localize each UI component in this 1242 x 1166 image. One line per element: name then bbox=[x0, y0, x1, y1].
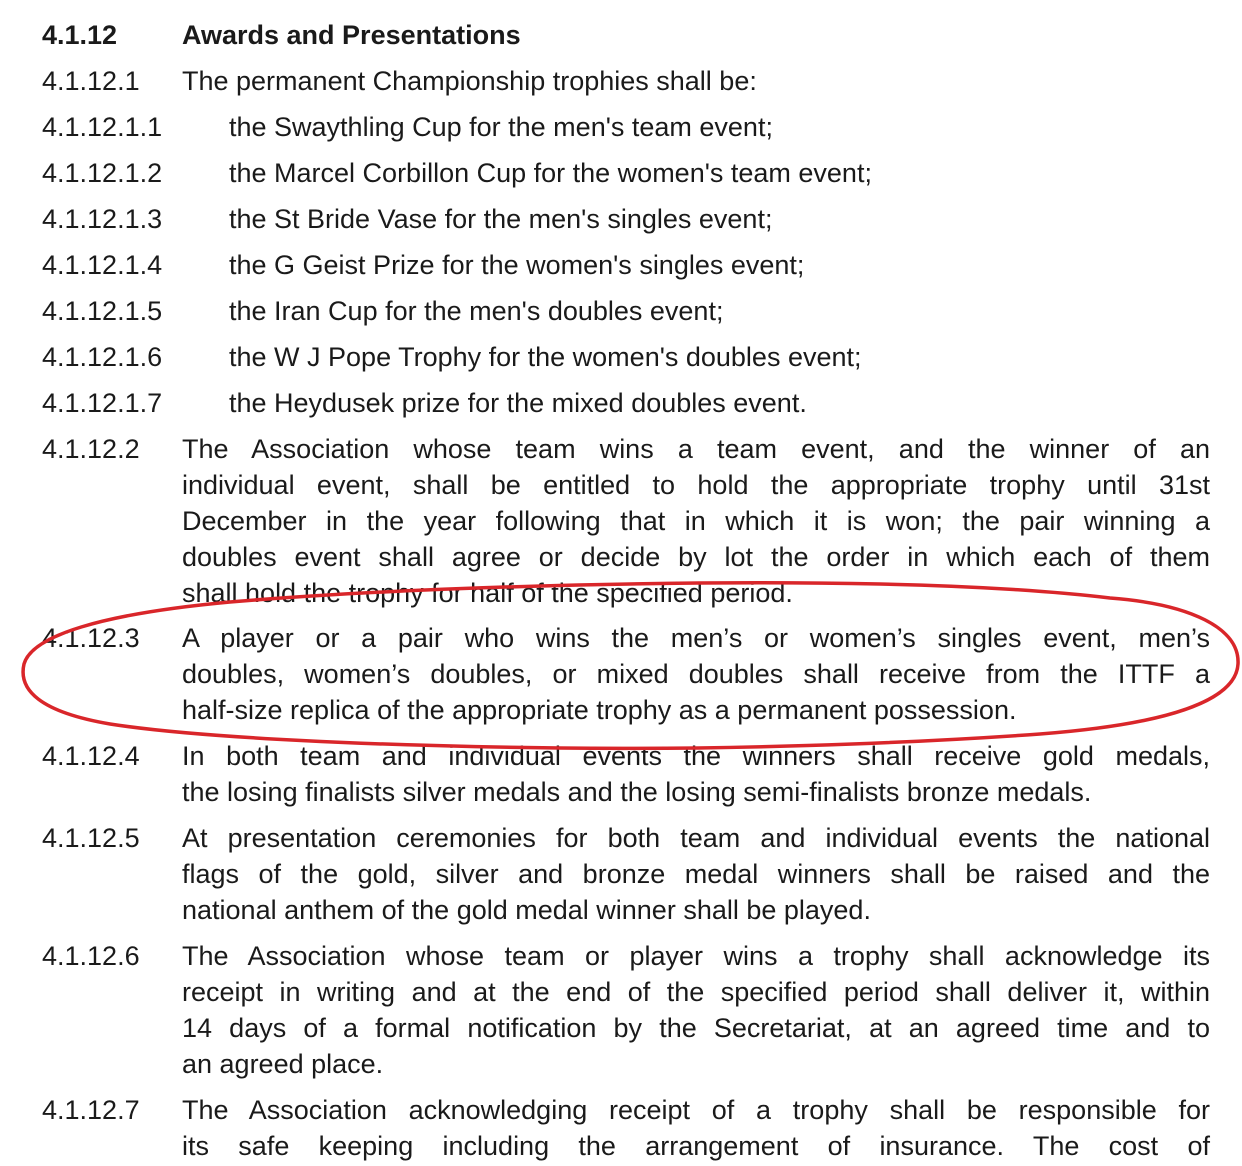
clause-paragraph bbox=[182, 938, 1210, 1082]
trophy-number: 4.1.12.1.5 bbox=[42, 296, 163, 326]
clause-paragraph bbox=[182, 738, 1210, 810]
trophy-number: 4.1.12.1.3 bbox=[42, 204, 163, 234]
paragraph-line: The Association whose team wins a team event, and the winner of an bbox=[182, 434, 1210, 464]
paragraph-line: doubles event shall agree or decide by lot the order in which each of them bbox=[182, 542, 1210, 572]
paragraph-line: The Association whose team or player wins a trophy shall acknowledge its bbox=[182, 941, 1210, 971]
clause-number: 4.1.12.4 bbox=[42, 741, 140, 771]
clause-number: 4.1.12.1 bbox=[42, 66, 140, 96]
clause-number: 4.1.12.3 bbox=[42, 623, 140, 653]
paragraph-line: receipt in writing and at the end of the specified period shall deliver it, within bbox=[182, 977, 1210, 1007]
paragraph-line: A player or a pair who wins the men’s or women’s singles event, men’s bbox=[182, 623, 1210, 653]
clause-number: 4.1.12.2 bbox=[42, 434, 140, 464]
paragraph-line: national anthem of the gold medal winner shall be played. bbox=[182, 895, 871, 925]
paragraph-line: December in the year following that in which it is won; the pair winning a bbox=[182, 506, 1210, 536]
clause-number: 4.1.12.6 bbox=[42, 941, 140, 971]
paragraph-line: doubles, women’s doubles, or mixed doubles shall receive from the ITTF a bbox=[182, 659, 1210, 689]
paragraph-line: individual event, shall be entitled to hold the appropriate trophy until 31st bbox=[182, 470, 1210, 500]
clause-paragraph bbox=[182, 1092, 1210, 1164]
trophy-number: 4.1.12.1.6 bbox=[42, 342, 163, 372]
trophy-number: 4.1.12.1.2 bbox=[42, 158, 163, 188]
trophy-number: 4.1.12.1.1 bbox=[42, 112, 163, 142]
paragraph-line: The Association acknowledging receipt of a trophy shall be responsible for bbox=[182, 1095, 1210, 1125]
paragraph-line: 14 days of a formal notification by the Secretariat, at an agreed time and to bbox=[182, 1013, 1210, 1043]
trophy-number: 4.1.12.1.4 bbox=[42, 250, 163, 280]
trophy-text: the Iran Cup for the men's doubles event; bbox=[229, 296, 724, 326]
trophy-text: the W J Pope Trophy for the women's doubles event; bbox=[229, 342, 862, 372]
highlighted-clause-paragraph bbox=[182, 620, 1210, 728]
paragraph-line: its safe keeping including the arrangement of insurance. The cost of bbox=[182, 1131, 1210, 1161]
trophy-number: 4.1.12.1.7 bbox=[42, 388, 163, 418]
paragraph-line: In both team and individual events the winners shall receive gold medals, bbox=[182, 741, 1210, 771]
trophy-text: the St Bride Vase for the men's singles event; bbox=[229, 204, 773, 234]
paragraph-line: flags of the gold, silver and bronze medal winners shall be raised and the bbox=[182, 859, 1210, 889]
trophy-text: the G Geist Prize for the women's singles event; bbox=[229, 250, 805, 280]
clause-paragraph bbox=[182, 820, 1210, 928]
paragraph-line: the losing finalists silver medals and the losing semi-finalists bronze medals. bbox=[182, 777, 1092, 807]
section-title: Awards and Presentations bbox=[182, 20, 521, 50]
paragraph-line: half-size replica of the appropriate trophy as a permanent possession. bbox=[182, 695, 1017, 725]
trophy-text: the Swaythling Cup for the men's team event; bbox=[229, 112, 773, 142]
paragraph-line: shall hold the trophy for half of the specified period. bbox=[182, 578, 793, 608]
paragraph-line: an agreed place. bbox=[182, 1049, 384, 1079]
trophy-text: the Marcel Corbillon Cup for the women's team event; bbox=[229, 158, 872, 188]
clause-text: The permanent Championship trophies shall be: bbox=[182, 66, 757, 96]
trophy-text: the Heydusek prize for the mixed doubles event. bbox=[229, 388, 807, 418]
section-number: 4.1.12 bbox=[42, 20, 118, 50]
paragraph-line: At presentation ceremonies for both team and individual events the national bbox=[182, 823, 1210, 853]
clause-paragraph bbox=[182, 431, 1210, 611]
clause-number: 4.1.12.7 bbox=[42, 1095, 140, 1125]
clause-number: 4.1.12.5 bbox=[42, 823, 140, 853]
